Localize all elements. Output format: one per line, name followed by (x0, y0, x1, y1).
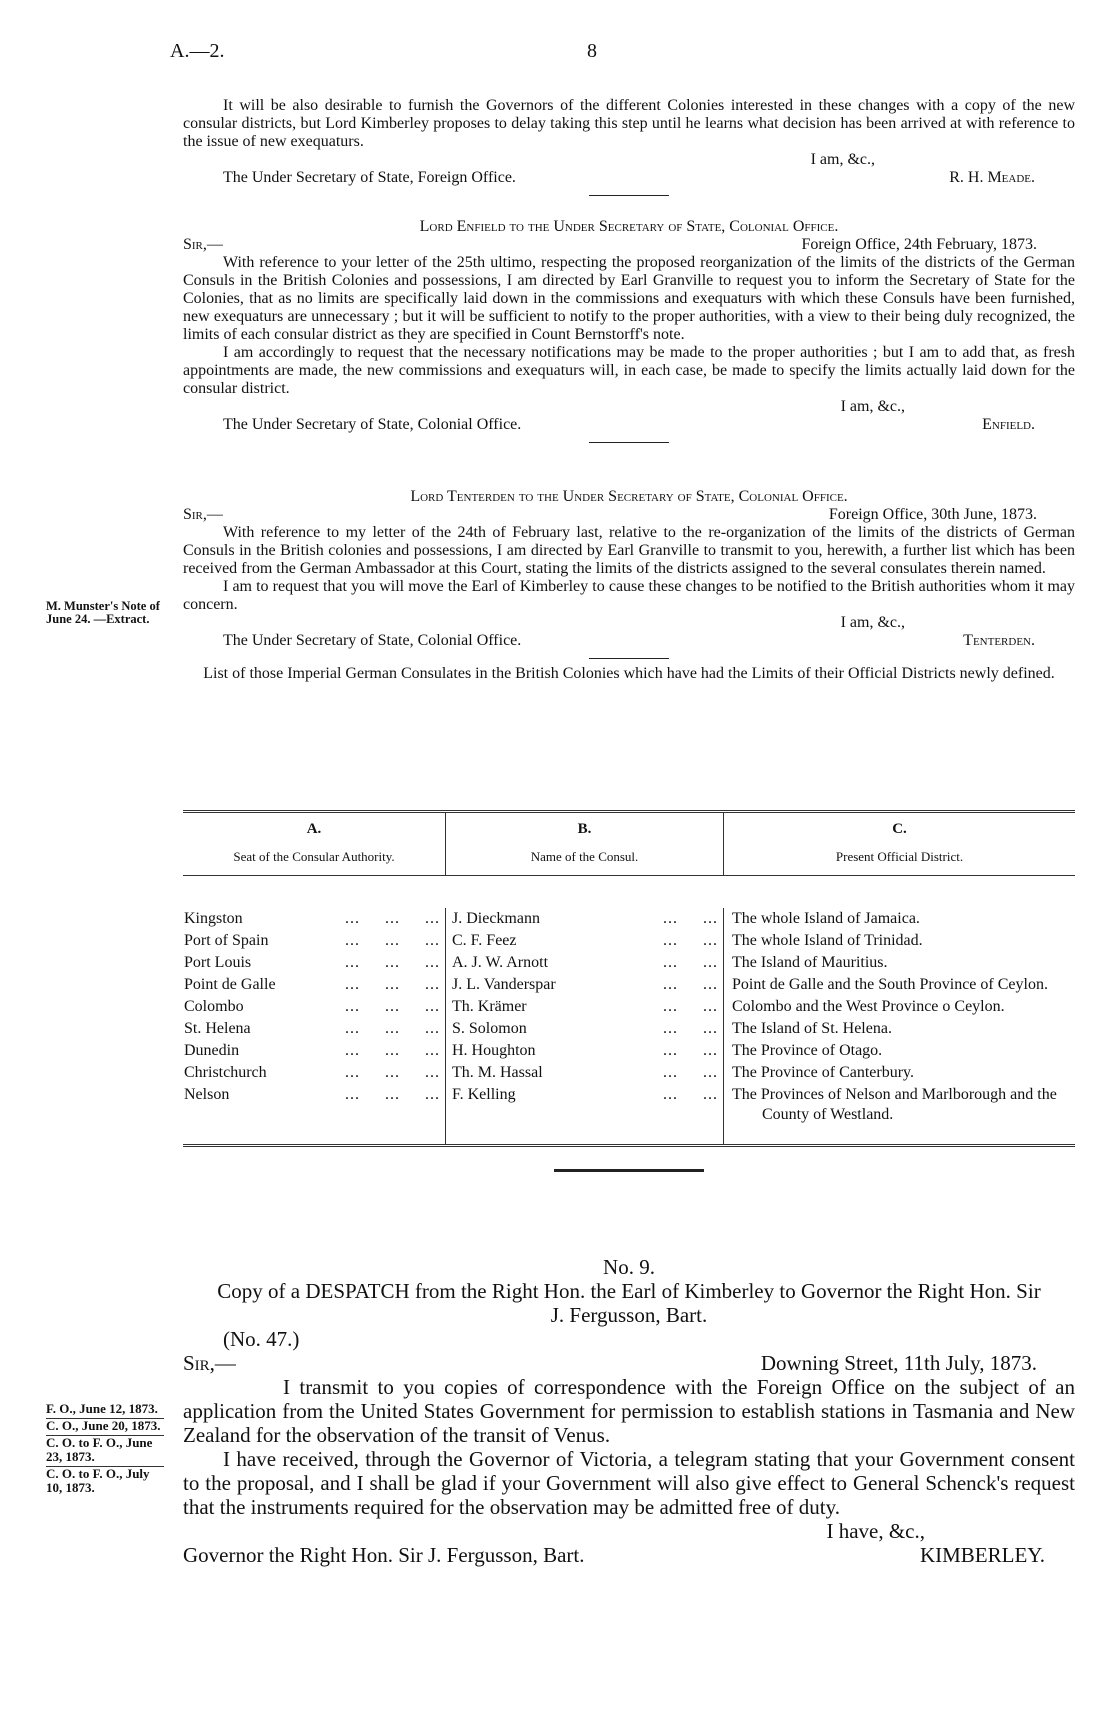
consul: Th. M. Hassal (452, 1064, 543, 1081)
letter-tenterden (183, 488, 1075, 683)
leader-dots: ... ... ... (345, 910, 440, 927)
signature: Enfield. (982, 416, 1035, 433)
paragraph: I am accordingly to request that the necessary notifications may be made to the proper authorities ; but I am to add that, as fresh appointments are made, the new commissions and exequaturs will, in each case, be made to specify the limits actually laid down for the consular district. (183, 344, 1075, 397)
list-title: List of those Imperial German Consulates in the British Colonies which have had the Limits of their Official Districts newly defined. (203, 665, 1055, 682)
district: Point de Galle and the South Province of Ceylon. (732, 976, 1048, 993)
leader-dots: ... ... (663, 1020, 718, 1037)
table-row (183, 1040, 1075, 1062)
district: The Province of Otago. (732, 1042, 883, 1059)
seat: Port Louis (184, 954, 252, 971)
signature: R. H. Meade. (949, 169, 1035, 186)
leader-dots: ... ... (663, 1064, 718, 1081)
paragraph: I have received, through the Governor of Victoria, a telegram stating that your Government consent to the proposal, and I shall be glad if your Government will also give effect to General Schenck's request that the instruments required for the observation may be admitted free of duty. (183, 1447, 1075, 1519)
consul: C. F. Feez (452, 932, 517, 949)
leader-dots: ... ... ... (345, 998, 440, 1015)
letter-heading: Lord Tenterden to the Under Secretary of State, Colonial Office. (410, 488, 848, 505)
leader-dots: ... ... (663, 998, 718, 1015)
despatch-number: No. 9. (603, 1255, 655, 1279)
paragraph: With reference to my letter of the 24th of February last, relative to the re-organization of the limits of the districts of German Consuls in the British colonies and possessions, I am directed by Earl Granville to transmit to you, herewith, a further list which has been received from the German Ambassador at this Court, stating the limits of the districts assigned to the several consulates therein named. (183, 524, 1075, 577)
leader-dots: ... ... ... (345, 1086, 440, 1103)
leader-dots: ... ... (663, 1086, 718, 1103)
table-row (183, 908, 1075, 930)
leader-dots: ... ... (663, 954, 718, 971)
margin-note: C. O. to F. O., June 23, 1873. (46, 1436, 164, 1467)
paragraph: I am to request that you will move the Earl of Kimberley to cause these changes to be notified to the British authorities whom it may concern. (183, 578, 1075, 613)
table-row (183, 1084, 1075, 1126)
leader-dots: ... ... (663, 910, 718, 927)
table-row (183, 1062, 1075, 1084)
district: The Island of St. Helena. (732, 1020, 892, 1037)
seat: Point de Galle (184, 976, 276, 993)
despatch-no-9 (183, 1255, 1075, 1567)
table-header (183, 813, 1075, 876)
addressee: The Under Secretary of State, Colonial Office. (223, 632, 522, 649)
despatch-title: Copy of a DESPATCH from the Right Hon. the Earl of Kimberley to Governor the Right Hon. Sir J. Fergusson, Bart. (217, 1279, 1041, 1327)
letter-meade (183, 97, 1075, 200)
table-row (183, 1018, 1075, 1040)
consul: S. Solomon (452, 1020, 527, 1037)
divider (589, 442, 669, 443)
district: The whole Island of Jamaica. (732, 910, 920, 927)
paragraph: I transmit to you copies of correspondence with the Foreign Office on the subject of an application from the United States Government for permission to establish stations in Tasmania and New Zealand for the observation of the transit of Venus. (183, 1375, 1075, 1447)
consul: F. Kelling (452, 1086, 516, 1103)
page-header-ref: A.—2. (170, 40, 225, 62)
district: The Province of Canterbury. (732, 1064, 915, 1081)
place-date: Downing Street, 11th July, 1873. (760, 1351, 1037, 1375)
closing: I am, &c., (840, 614, 905, 631)
closing: I have, &c., (826, 1519, 925, 1543)
seat: Nelson (184, 1086, 230, 1103)
salutation: Sir,— (183, 506, 223, 523)
signature: Tenterden. (963, 632, 1035, 649)
closing: I am, &c., (840, 398, 905, 415)
district: Colombo and the West Province o Ceylon. (732, 998, 1005, 1015)
column-letter: A. (306, 821, 322, 837)
leader-dots: ... ... ... (345, 1020, 440, 1037)
column-label: Seat of the Consular Authority. (233, 849, 395, 864)
margin-note-munster: M. Munster's Note of June 24. —Extract. (46, 599, 160, 626)
addressee: The Under Secretary of State, Foreign Office. (223, 169, 516, 186)
place-date: Foreign Office, 30th June, 1873. (828, 506, 1037, 523)
leader-dots: ... ... (663, 976, 718, 993)
consul: J. L. Vanderspar (452, 976, 556, 993)
table-row (183, 930, 1075, 952)
district: The Provinces of Nelson and Marlborough and the County of Westland. (732, 1086, 1057, 1123)
section-divider (554, 1169, 704, 1172)
leader-dots: ... ... (663, 1042, 718, 1059)
seat: Port of Spain (184, 932, 269, 949)
addressee: Governor the Right Hon. Sir J. Fergusson, Bart. (183, 1543, 585, 1567)
divider (589, 195, 669, 196)
signature: KIMBERLEY. (919, 1543, 1045, 1567)
table-row (183, 952, 1075, 974)
table-row (183, 974, 1075, 996)
district: The Island of Mauritius. (732, 954, 888, 971)
seat: Colombo (184, 998, 244, 1015)
consul: H. Houghton (452, 1042, 536, 1059)
closing: I am, &c., (810, 151, 875, 168)
despatch-ref: (No. 47.) (223, 1327, 300, 1351)
seat: St. Helena (184, 1020, 251, 1037)
district: The whole Island of Trinidad. (732, 932, 923, 949)
consul: J. Dieckmann (452, 910, 540, 927)
column-label: Present Official District. (835, 849, 964, 864)
leader-dots: ... ... ... (345, 1042, 440, 1059)
seat: Dunedin (184, 1042, 240, 1059)
margin-note: C. O., June 20, 1873. (46, 1419, 164, 1436)
letter-enfield (183, 218, 1075, 447)
table-row (183, 996, 1075, 1018)
salutation: Sir,— (183, 236, 223, 253)
place-date: Foreign Office, 24th February, 1873. (801, 236, 1037, 253)
leader-dots: ... ... ... (345, 932, 440, 949)
salutation: Sir,— (183, 1351, 236, 1375)
divider (589, 658, 669, 659)
seat: Christchurch (184, 1064, 267, 1081)
column-letter: C. (892, 821, 907, 837)
margin-note: F. O., June 12, 1873. (46, 1402, 164, 1419)
letter-heading: Lord Enfield to the Under Secretary of State, Colonial Office. (419, 218, 839, 235)
addressee: The Under Secretary of State, Colonial Office. (223, 416, 522, 433)
column-letter: B. (577, 821, 592, 837)
consul: A. J. W. Arnott (452, 954, 549, 971)
leader-dots: ... ... ... (345, 976, 440, 993)
consulates-table (183, 810, 1075, 1172)
leader-dots: ... ... (663, 932, 718, 949)
leader-dots: ... ... ... (345, 1064, 440, 1081)
leader-dots: ... ... ... (345, 954, 440, 971)
letter-body: It will be also desirable to furnish the Governors of the different Colonies interested in these changes with a copy of the new consular districts, but Lord Kimberley proposes to delay taking this step until he learns what decision has been arrived at with reference to the issue of new exequaturs. (183, 97, 1075, 150)
paragraph: With reference to your letter of the 25th ultimo, respecting the proposed reorganization of the limits of the districts of the German Consuls in the British Colonies and possessions, I am directed by Earl Granville to request you to inform the Secretary of State for the Colonies, that as no limits are specifically laid down in the commissions and exequaturs with which these Consuls have been furnished, new exequaturs are unnecessary ; but it will be sufficient to notify to the proper authorities, with a view to their being duly recognized, the limits of each consular district as they are specified in Count Bernstorff's note. (183, 254, 1075, 343)
margin-notes-despatch (46, 1402, 164, 1495)
seat: Kingston (184, 910, 243, 927)
consul: Th. Krämer (452, 998, 527, 1015)
page-number: 8 (587, 40, 597, 62)
margin-note: C. O. to F. O., July 10, 1873. (46, 1466, 150, 1495)
column-label: Name of the Consul. (530, 849, 639, 864)
